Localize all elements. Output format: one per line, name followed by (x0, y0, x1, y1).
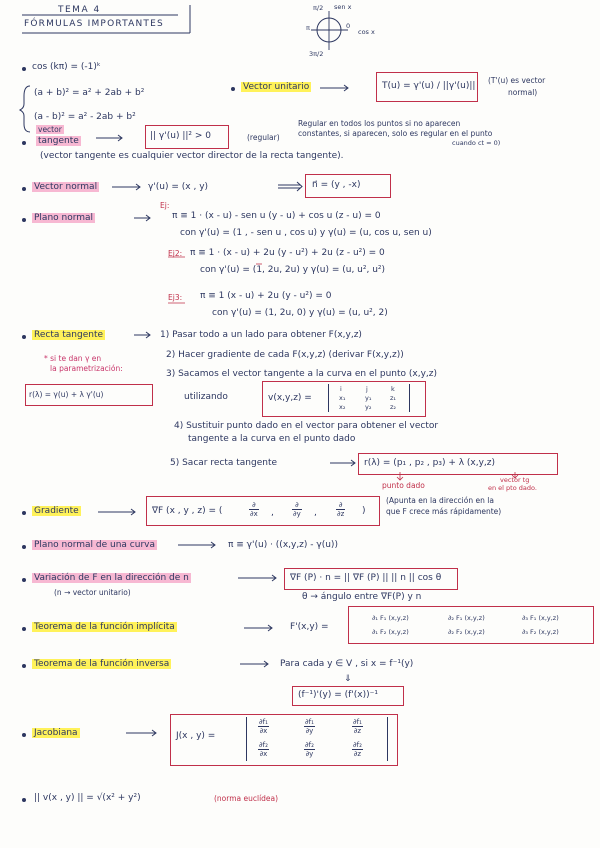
implicit-r2c2: ∂₂ F₂ (x,y,z) (448, 628, 485, 636)
bullet (22, 67, 26, 71)
implicit-r2c1: ∂₁ F₂ (x,y,z) (372, 628, 409, 636)
vector-tg-note-1: vector tg (500, 476, 530, 484)
norm-formula: || v(x , y) || = √(x² + y²) (34, 793, 141, 803)
curve-plane-formula: π ≡ γ'(u) · ((x,y,z) - γ(u)) (228, 540, 338, 550)
det-j: j (366, 385, 368, 393)
square-sum: (a + b)² = a² + 2ab + b² (34, 88, 145, 98)
bullet (22, 141, 26, 145)
gradient-dx: ∂ ∂x (250, 501, 258, 518)
vector-tg-note-2: en el pto dado. (488, 484, 537, 492)
gradient-lhs: ∇F (x , y , z) = ( (152, 506, 223, 516)
inverse-text: Para cada y ∈ V , si x = f⁻¹(y) (280, 659, 414, 669)
curve-plane-label: Plano normal de una curva (34, 540, 155, 550)
det-y1: y₁ (365, 394, 372, 402)
normal-vector-result: n⃗ = (y , -x) (312, 180, 361, 190)
tangent-note-2: constantes, si aparecen, solo es regular en el punto (298, 129, 493, 138)
det-z2: z₂ (390, 403, 397, 411)
normal-plane-ex2: π ≡ 1 · (x - u) + 2u (y - u²) + 2u (z - u²) = 0 (190, 248, 385, 258)
jac-22: $\frac{\text{∂f₂}}{\partial y}$ (305, 741, 314, 758)
inverse-theorem-label: Teorema de la función inversa (34, 659, 170, 669)
implicit-theorem-label: Teorema de la función implícita (34, 622, 175, 632)
normal-plane-ex1: π ≡ 1 · (x - u) - sen u (y - u) + cos u (z - u) = 0 (172, 211, 381, 221)
tangent-line-label: Recta tangente (34, 330, 104, 340)
tangent-regular: (regular) (247, 133, 280, 142)
gradient-label: Gradiente (34, 506, 79, 516)
jac-12: $\frac{\text{∂f₁}}{\partial y}$ (305, 718, 314, 735)
normal-vector-label: Vector normal (34, 182, 98, 192)
tangent-description: (vector tangente es cualquier vector director de la recta tangente). (40, 151, 344, 161)
implicit-r1c1: ∂₁ F₁ (x,y,z) (372, 614, 409, 622)
gradient-note-2: que F crece más rápidamente) (386, 507, 502, 516)
bullet (22, 218, 26, 222)
jacobian-label: Jacobiana (34, 728, 78, 738)
norm-note: (norma euclídea) (214, 794, 279, 803)
normal-plane-ex2-con: con γ'(u) = (1, 2u, 2u) y γ(u) = (u, u², u²) (200, 265, 386, 275)
param-note-2: la parametrización: (50, 364, 123, 373)
variation-label: Variación de F en la dirección de n (34, 573, 189, 583)
bullet (22, 187, 26, 191)
variation-sub: (n → vector unitario) (54, 588, 131, 597)
normal-plane-ex3: π ≡ 1 (x - u) + 2u (y - u²) = 0 (200, 291, 332, 301)
variation-theta: θ → ángulo entre ∇F(P) y n (302, 592, 422, 602)
circle-label-top: π/2 (313, 4, 324, 12)
bullet (22, 627, 26, 631)
jac-13: $\frac{\text{∂f₁}}{\partial z}$ (353, 718, 362, 735)
bullet (231, 87, 235, 91)
bullet (22, 511, 26, 515)
tangent-note-1: Regular en todos los puntos si no aparecen (298, 119, 461, 128)
gradient-dz: ∂ ∂z (337, 501, 345, 518)
bullet (22, 798, 26, 802)
circle-label-bottom: 3π/2 (309, 50, 324, 58)
step-4a: 4) Sustituir punto dado en el vector para obtener el vector (174, 421, 439, 431)
implicit-box (348, 606, 594, 644)
det-x1: x₁ (339, 394, 346, 402)
determinant-lhs: v(x,y,z) = (268, 393, 312, 403)
bullet (22, 545, 26, 549)
implicit-r1c2: ∂₂ F₁ (x,y,z) (448, 614, 485, 622)
implicit-r2c3: ∂₃ F₂ (x,y,z) (522, 628, 559, 636)
jac-11: $\frac{\text{∂f₁}}{\partial x}$ (259, 718, 268, 735)
circle-label-left: π (306, 24, 310, 32)
jacobian-lhs: J(x , y) = (176, 731, 216, 741)
punto-dado-note: punto dado (382, 481, 425, 490)
tangent-formula: || γ'(u) ||² > 0 (150, 131, 211, 141)
step-3: 3) Sacamos el vector tangente a la curva en el punto (x,y,z) (166, 369, 437, 379)
tangent-note-3: cuando ct = 0) (452, 139, 501, 147)
step-5: 5) Sacar recta tangente (170, 458, 278, 468)
unit-vector-note-2: normal) (508, 88, 538, 97)
unit-vector-note-1: (T'(u) es vector (488, 76, 546, 85)
jac-23: $\frac{\text{∂f₂}}{\partial z}$ (353, 741, 362, 758)
step-2: 2) Hacer gradiente de cada F(x,y,z) (derivar F(x,y,z)) (166, 350, 404, 360)
unit-vector-label: Vector unitario (243, 82, 310, 92)
normal-plane-ex3-con: con γ'(u) = (1, 2u, 0) y γ(u) = (u, u², 2) (212, 308, 388, 318)
normal-vector-formula: γ'(u) = (x , y) (148, 182, 209, 192)
example-3-tag: Ej3: (168, 293, 183, 302)
gradient-dy: ∂ ∂y (293, 501, 301, 518)
example-2-tag: Ej2: (168, 249, 183, 258)
example-1-tag: Ej: (160, 201, 170, 210)
circle-label-cos: cos x (358, 28, 375, 36)
cos-identity: cos (kπ) = (-1)ᵏ (32, 62, 101, 72)
circle-label-sen: sen x (334, 3, 352, 11)
jac-21: $\frac{\text{∂f₂}}{\partial x}$ (259, 741, 268, 758)
step-1: 1) Pasar todo a un lado para obtener F(x,y,z) (160, 330, 362, 340)
unit-vector-formula: T(u) = γ'(u) / ||γ'(u)|| (382, 81, 476, 91)
implies-arrow: ⇓ (344, 674, 352, 684)
normal-plane-label: Plano normal (34, 213, 94, 223)
comma: , (314, 508, 317, 518)
param-note-1: * si te dan γ en (44, 354, 102, 363)
step-4b: tangente a la curva en el punto dado (188, 434, 356, 444)
tangent-label-2: tangente (38, 136, 79, 146)
det-z1: z₁ (390, 394, 397, 402)
tangent-line-formula: r(λ) = (p₁ , p₂ , p₃) + λ (x,y,z) (364, 458, 496, 468)
bullet (22, 578, 26, 582)
page-title: FÓRMULAS IMPORTANTES (24, 19, 164, 29)
det-k: k (391, 385, 395, 393)
normal-plane-ex1-con: con γ'(u) = (1 , - sen u , cos u) y γ(u) = (u, cos u, sen u) (180, 228, 432, 238)
det-y2: y₂ (365, 403, 372, 411)
gradient-rhs: ) (362, 506, 366, 516)
variation-formula: ∇F (P) · n = || ∇F (P) || || n || cos θ (290, 573, 442, 583)
implicit-r1c3: ∂₃ F₁ (x,y,z) (522, 614, 559, 622)
circle-label-right: 0 (346, 22, 351, 30)
square-diff: (a - b)² = a² - 2ab + b² (34, 112, 136, 122)
bullet (22, 664, 26, 668)
gradient-note-1: (Apunta en la dirección en la (386, 496, 494, 505)
comma: , (271, 508, 274, 518)
implicit-lhs: F'(x,y) = (290, 622, 329, 632)
tangent-label-1: vector (38, 125, 62, 134)
det-i: i (340, 385, 342, 393)
bullet (22, 733, 26, 737)
step-3-using: utilizando (184, 392, 228, 402)
bullet (22, 335, 26, 339)
topic-number: TEMA 4 (58, 5, 101, 15)
inverse-formula: (f⁻¹)'(y) = (f'(x))⁻¹ (298, 690, 379, 700)
det-x2: x₂ (339, 403, 346, 411)
tangent-line-param: r(λ) = γ(u) + λ γ'(u) (29, 390, 104, 399)
